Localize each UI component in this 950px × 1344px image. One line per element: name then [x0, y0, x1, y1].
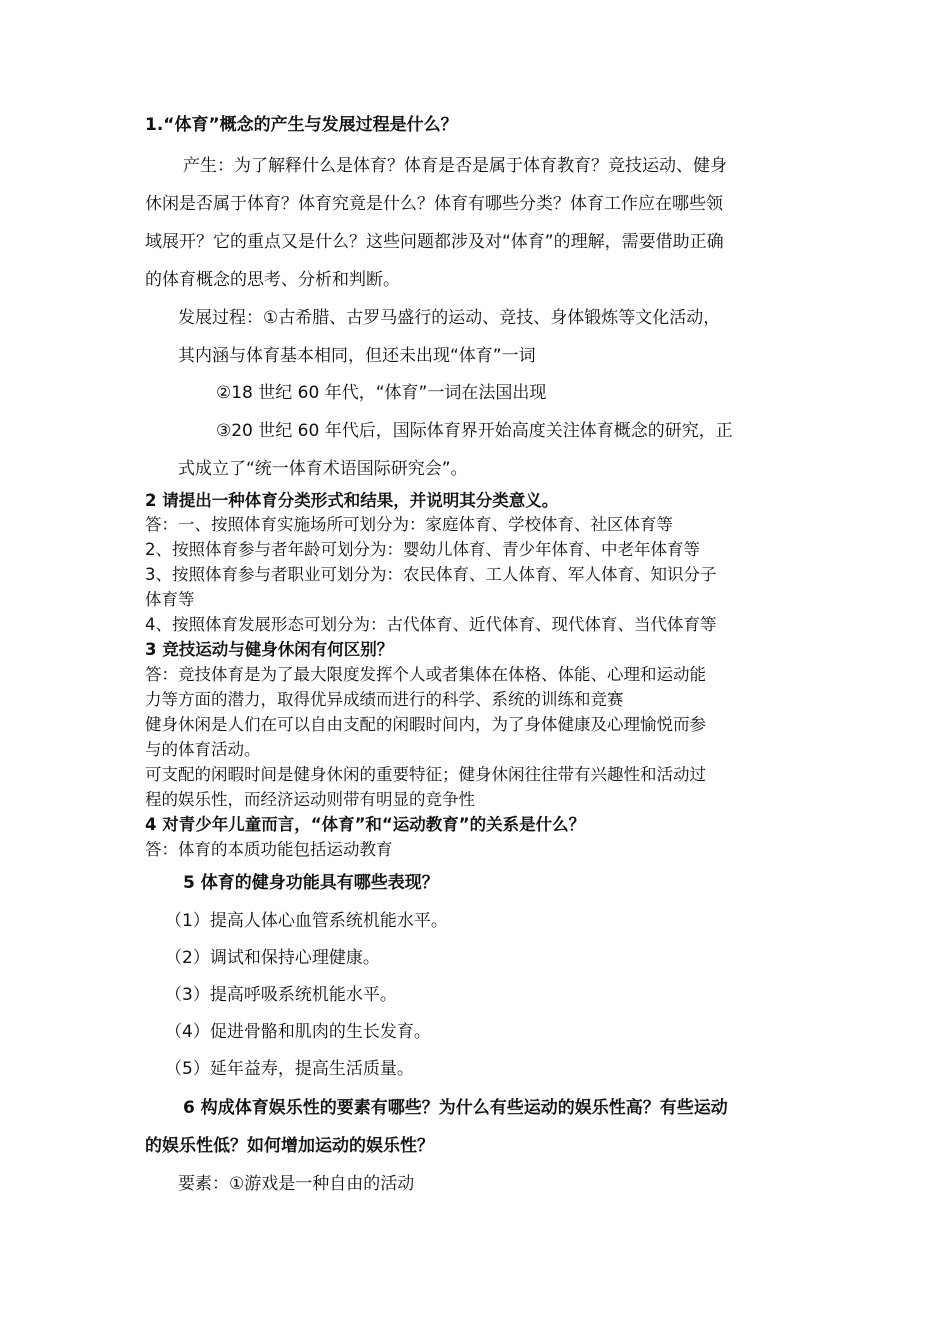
q1-origin-line: 的体育概念的思考、分析和判断。: [145, 270, 400, 290]
q5-list-item: （1）提高人体心血管系统机能水平。: [165, 911, 448, 931]
q2-answer-line: 3、按照体育参与者职业可划分为：农民体育、工人体育、军人体育、知识分子: [145, 565, 717, 584]
q1-dev-line: ②18 世纪 60 年代，“体育”一词在法国出现: [216, 383, 547, 403]
q5-list-item: （2）调试和保持心理健康。: [165, 948, 380, 968]
question-1-title: 1.“体育”概念的产生与发展过程是什么？: [145, 115, 458, 135]
question-4-title: 4 对青少年儿童而言，“体育”和“运动教育”的关系是什么？: [145, 815, 586, 834]
q3-answer-line: 答：竞技体育是为了最大限度发挥个人或者集体在体格、体能、心理和运动能: [145, 665, 706, 684]
q5-list-item: （3）提高呼吸系统机能水平。: [165, 985, 397, 1005]
q3-answer-line: 与的体育活动。: [145, 740, 261, 759]
q3-answer-line: 可支配的闲暇时间是健身休闲的重要特征；健身休闲往往带有兴趣性和活动过: [145, 765, 706, 784]
q6-answer: 要素：①游戏是一种自由的活动: [178, 1174, 415, 1194]
q3-answer-line: 力等方面的潜力，取得优异成绩而进行的科学、系统的训练和竞赛: [145, 690, 624, 709]
q1-dev-line: 发展过程：①古希腊、古罗马盛行的运动、竞技、身体锻炼等文化活动，: [178, 308, 721, 328]
question-2-title: 2 请提出一种体育分类形式和结果，并说明其分类意义。: [145, 491, 559, 510]
q3-answer-line: 程的娱乐性，而经济运动则带有明显的竞争性: [145, 790, 475, 809]
q1-origin-line: 域展开？它的重点又是什么？这些问题都涉及对“体育”的理解，需要借助正确: [145, 232, 724, 252]
question-5-title: 5 体育的健身功能具有哪些表现？: [183, 873, 439, 893]
question-6-title-cont: 的娱乐性低？如何增加运动的娱乐性？: [145, 1136, 434, 1156]
question-6-title: 6 构成体育娱乐性的要素有哪些？为什么有些运动的娱乐性高？有些运动: [183, 1098, 728, 1118]
q2-answer-line: 体育等: [145, 590, 195, 609]
q1-origin-line: 休闲是否属于体育？体育究竟是什么？体育有哪些分类？体育工作应在哪些领: [145, 194, 723, 214]
q4-answer: 答：体育的本质功能包括运动教育: [145, 840, 393, 859]
q1-origin-line: 产生：为了解释什么是体育？体育是否是属于体育教育？竞技运动、健身: [183, 156, 727, 176]
q2-answer-line: 4、按照体育发展形态可划分为：古代体育、近代体育、现代体育、当代体育等: [145, 615, 717, 634]
q5-list-item: （5）延年益寿，提高生活质量。: [165, 1059, 414, 1079]
question-3-title: 3 竞技运动与健身休闲有何区别？: [145, 640, 394, 659]
q3-answer-line: 健身休闲是人们在可以自由支配的闲暇时间内，为了身体健康及心理愉悦而参: [145, 715, 706, 734]
q1-dev-line: ③20 世纪 60 年代后，国际体育界开始高度关注体育概念的研究，正: [216, 421, 733, 441]
q2-answer-line: 答：一、按照体育实施场所可划分为：家庭体育、学校体育、社区体育等: [145, 515, 673, 534]
q1-dev-line: 其内涵与体育基本相同，但还未出现“体育”一词: [178, 346, 536, 366]
q5-list-item: （4）促进骨骼和肌肉的生长发育。: [165, 1022, 431, 1042]
q2-answer-line: 2、按照体育参与者年龄可划分为：婴幼儿体育、青少年体育、中老年体育等: [145, 540, 700, 559]
q1-dev-line: 式成立了“统一体育术语国际研究会”。: [178, 459, 468, 479]
